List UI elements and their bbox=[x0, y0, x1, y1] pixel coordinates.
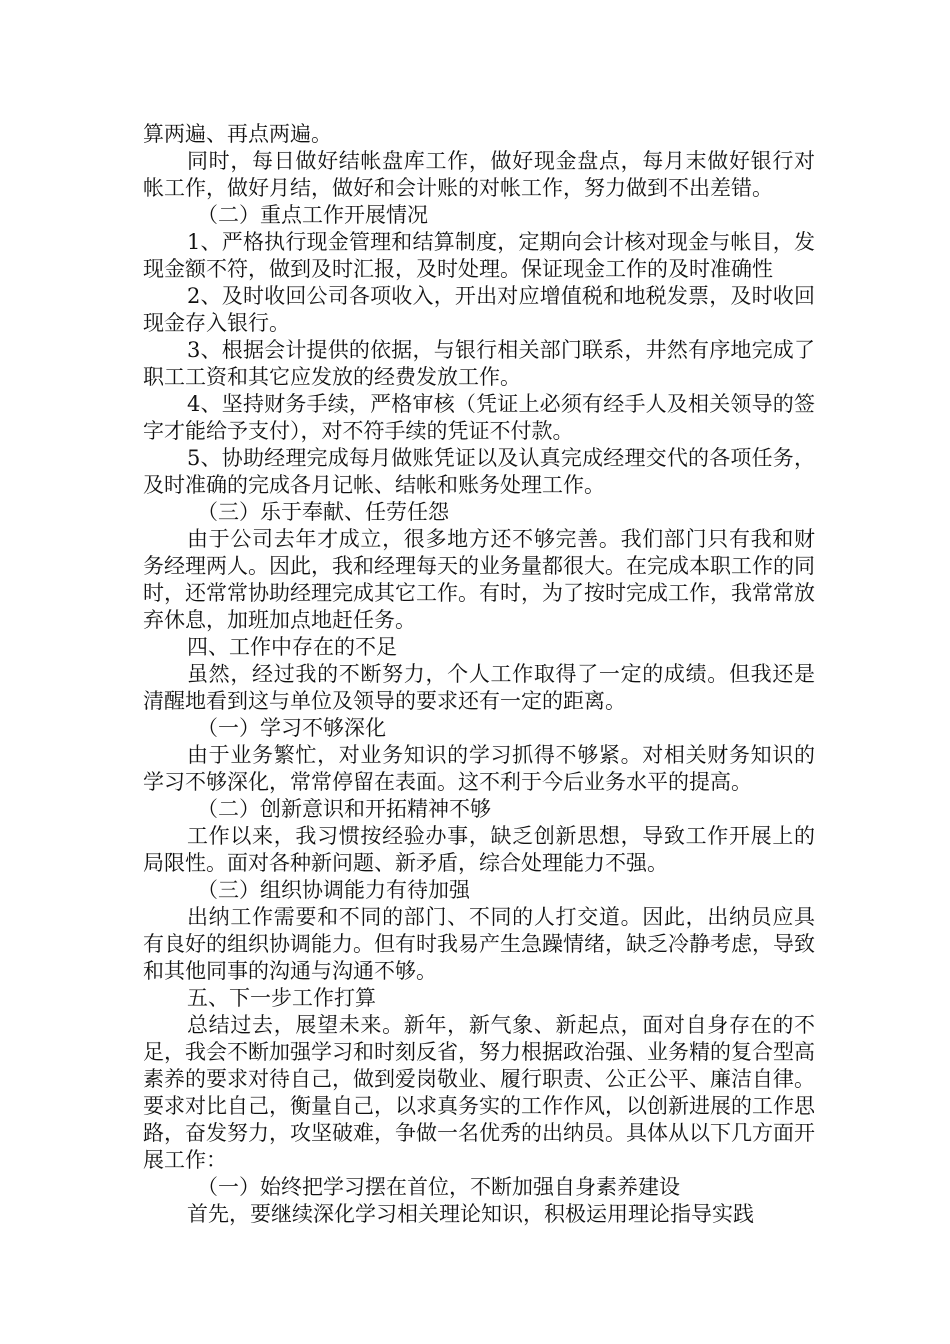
list-item: 5、协助经理完成每月做账凭证以及认真完成经理交代的各项任务，及时准确的完成各月记帐、结帐和账务处理工作。 bbox=[143, 446, 815, 497]
list-item: 4、坚持财务手续，严格审核（凭证上必须有经手人及相关领导的签字才能给予支付），对不符手续的凭证不付款。 bbox=[143, 392, 815, 443]
paragraph: 由于公司去年才成立，很多地方还不够完善。我们部门只有我和财务经理两人。因此，我和经理每天的业务量都很大。在完成本职工作的同时，还常常协助经理完成其它工作。有时，为了按时完成工作，我常常放弃休息，加班加点地赶任务。 bbox=[143, 527, 815, 632]
section-heading: （一）学习不够深化 bbox=[197, 716, 386, 740]
paragraph: 总结过去，展望未来。新年，新气象、新起点，面对自身存在的不足，我会不断加强学习和时刻反省，努力根据政治强、业务精的复合型高素养的要求对待自己，做到爱岗敬业、履行职责、公正公平、廉洁自律。要求对比自己，衡量自己，以求真务实的工作作风，以创新进展的工作思路，奋发努力，攻坚破难，争做一名优秀的出纳员。具体从以下几方面开展工作： bbox=[143, 1013, 815, 1172]
list-item: 3、根据会计提供的依据，与银行相关部门联系，井然有序地完成了职工工资和其它应发放的经费发放工作。 bbox=[143, 338, 815, 389]
chapter-heading: 四、工作中存在的不足 bbox=[187, 635, 397, 659]
section-heading: （二）创新意识和开拓精神不够 bbox=[197, 797, 491, 821]
section-heading: （三）组织协调能力有待加强 bbox=[197, 878, 470, 902]
document-body bbox=[143, 121, 815, 1228]
paragraph: 出纳工作需要和不同的部门、不同的人打交道。因此，出纳员应具有良好的组织协调能力。但有时我易产生急躁情绪，缺乏冷静考虑，导致和其他同事的沟通与沟通不够。 bbox=[143, 905, 815, 983]
paragraph: 首先，要继续深化学习相关理论知识，积极运用理论指导实践 bbox=[187, 1202, 754, 1226]
paragraph: 工作以来，我习惯按经验办事，缺乏创新思想，导致工作开展上的局限性。面对各种新问题、新矛盾，综合处理能力不强。 bbox=[143, 824, 815, 875]
list-item: 1、严格执行现金管理和结算制度，定期向会计核对现金与帐目，发现金额不符，做到及时汇报，及时处理。保证现金工作的及时准确性 bbox=[143, 230, 815, 281]
chapter-heading: 五、下一步工作打算 bbox=[187, 986, 376, 1010]
paragraph: 同时，每日做好结帐盘库工作，做好现金盘点，每月末做好银行对帐工作，做好月结，做好和会计账的对帐工作，努力做到不出差错。 bbox=[143, 149, 815, 200]
section-heading: （一）始终把学习摆在首位，不断加强自身素养建设 bbox=[197, 1175, 680, 1199]
paragraph: 算两遍、再点两遍。 bbox=[143, 122, 332, 146]
list-item: 2、及时收回公司各项收入，开出对应增值税和地税发票，及时收回现金存入银行。 bbox=[143, 284, 815, 335]
paragraph: 由于业务繁忙，对业务知识的学习抓得不够紧。对相关财务知识的学习不够深化，常常停留在表面。这不利于今后业务水平的提高。 bbox=[143, 743, 815, 794]
paragraph: 虽然，经过我的不断努力，个人工作取得了一定的成绩。但我还是清醒地看到这与单位及领导的要求还有一定的距离。 bbox=[143, 662, 815, 713]
section-heading: （二）重点工作开展情况 bbox=[197, 203, 428, 227]
section-heading: （三）乐于奉献、任劳任怨 bbox=[197, 500, 449, 524]
